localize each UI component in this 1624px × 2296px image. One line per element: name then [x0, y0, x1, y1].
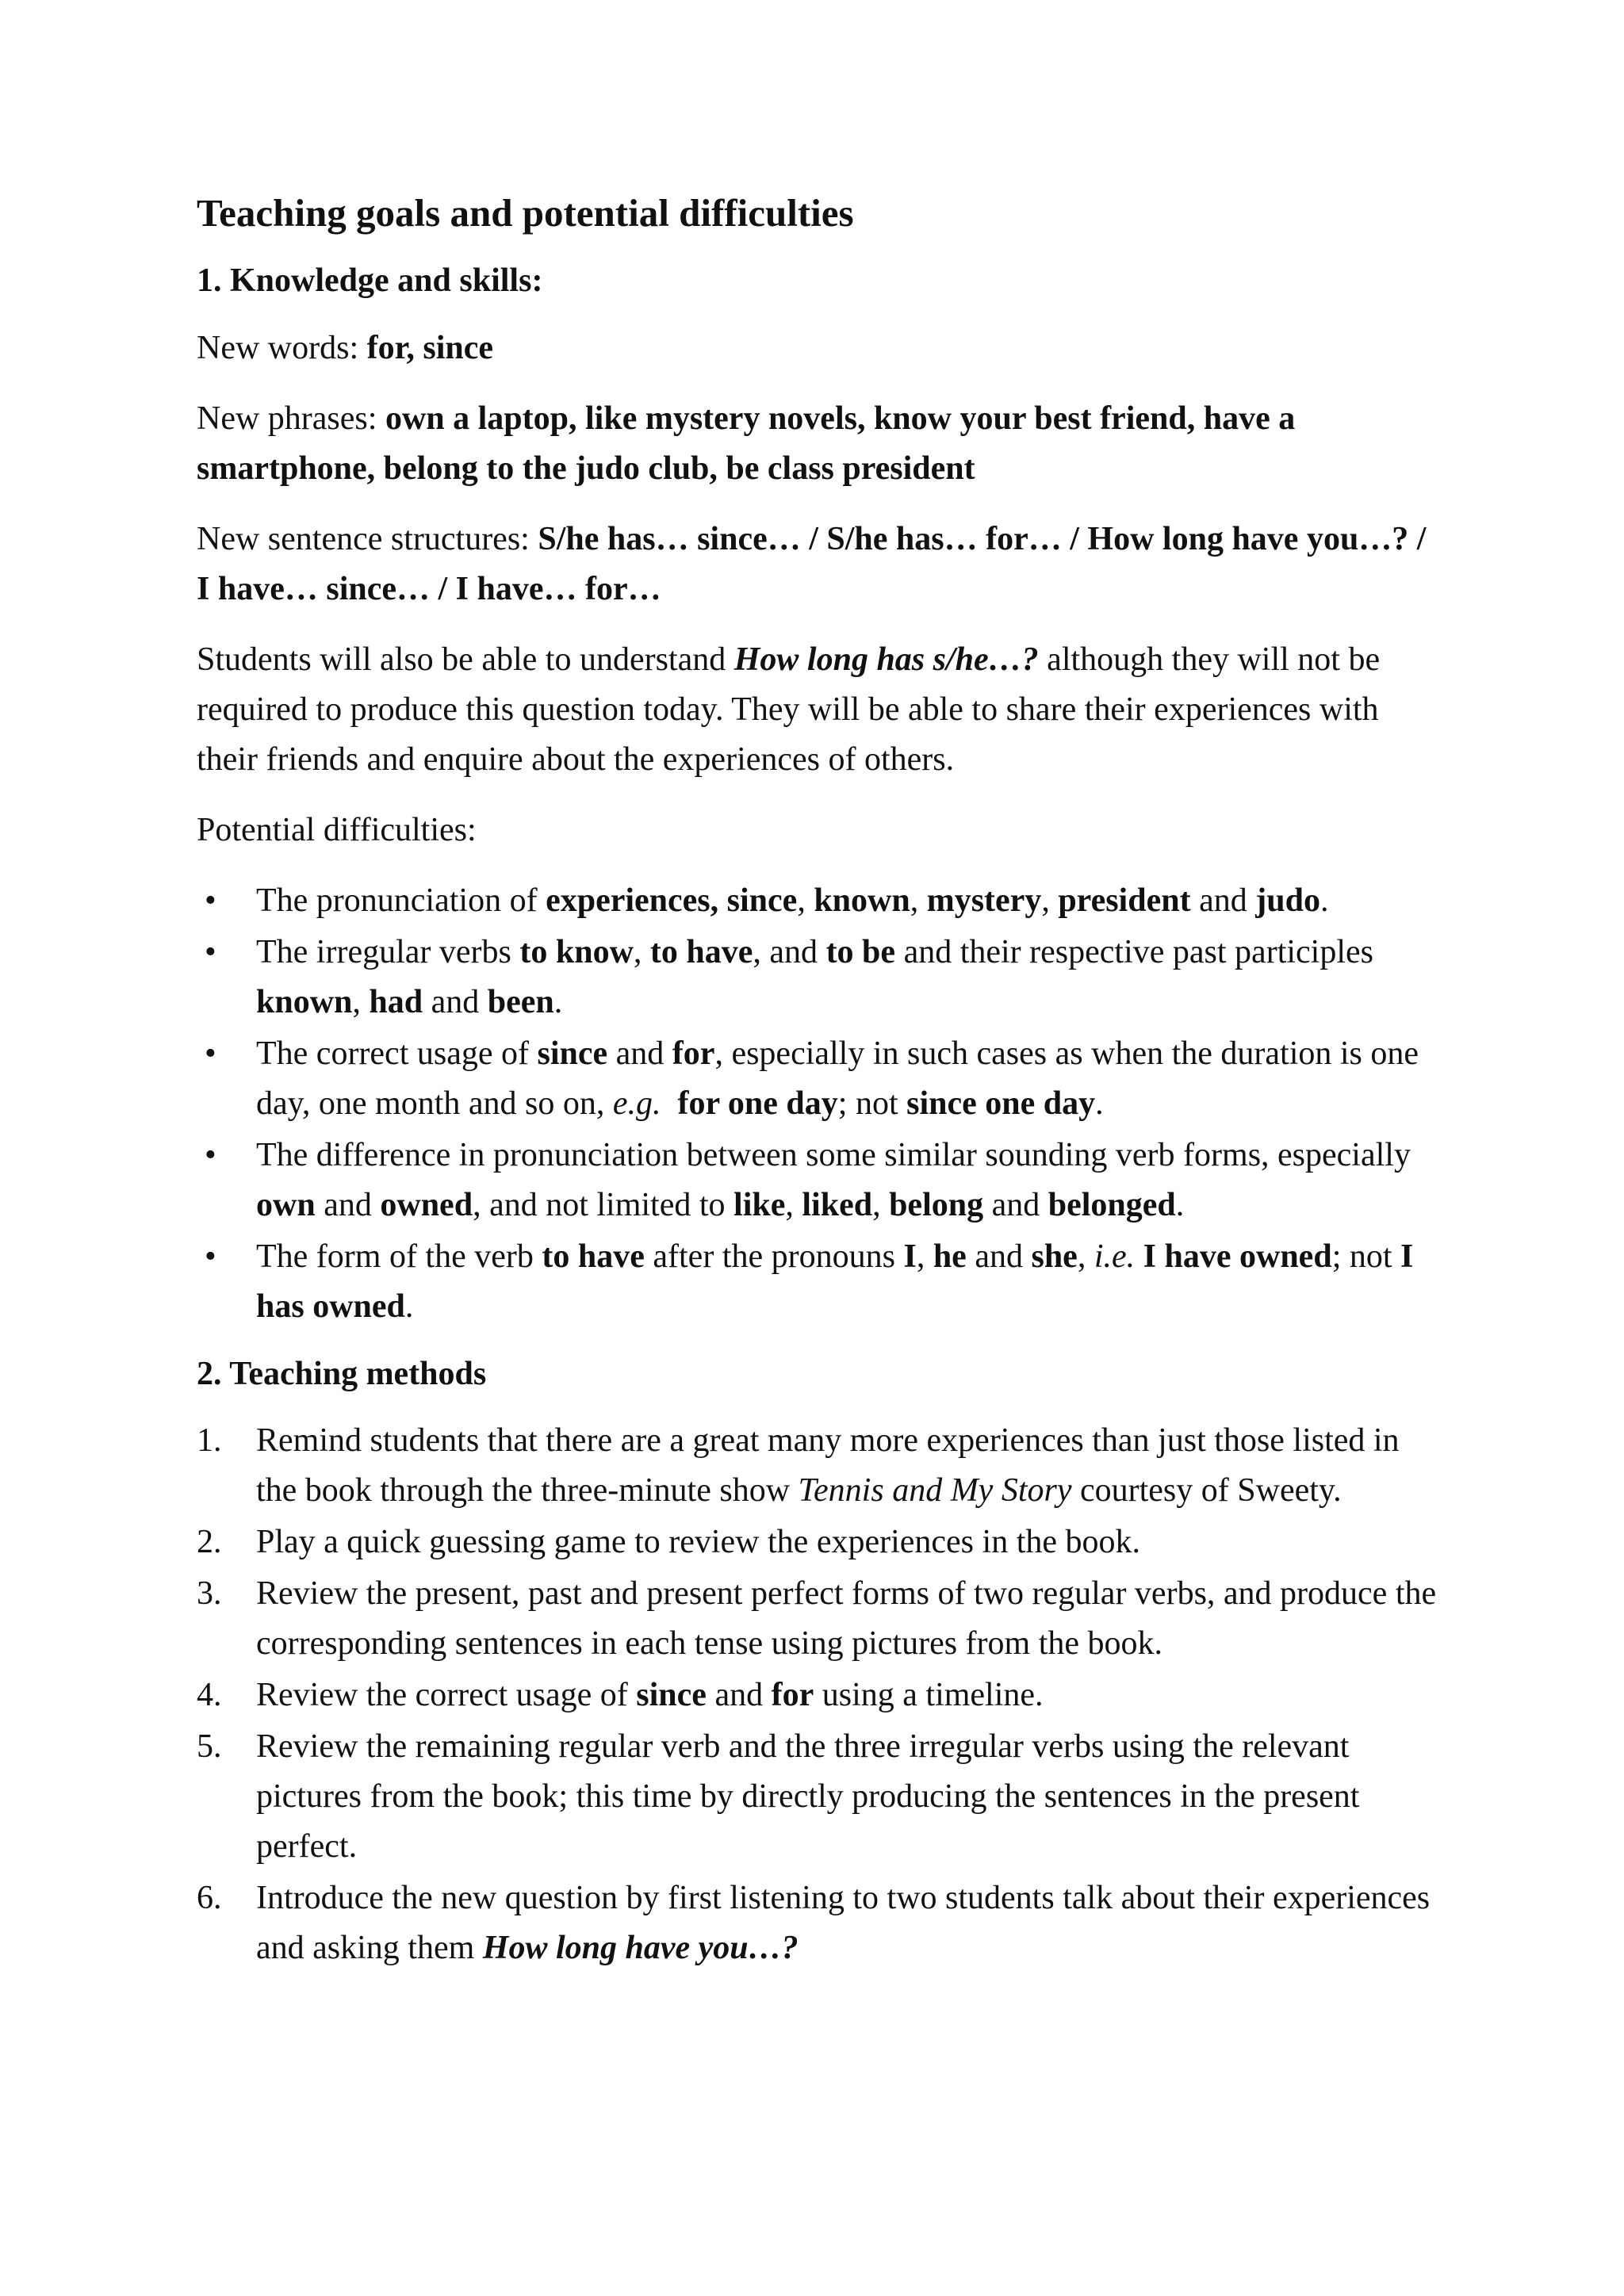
- bold-term: belong: [889, 1186, 984, 1223]
- bold-term: I: [903, 1238, 917, 1275]
- list-text: ,: [785, 1186, 802, 1223]
- teaching-methods-list: [197, 1416, 1442, 1973]
- list-text: .: [1175, 1186, 1185, 1223]
- bold-term: I has owned: [256, 1238, 1414, 1325]
- bold-term: own: [256, 1186, 316, 1223]
- understanding-question: How long has s/he…?: [733, 641, 1039, 678]
- list-item: [197, 1131, 1442, 1230]
- list-text: ,: [633, 933, 650, 970]
- section-heading-teaching-methods: 2. Teaching methods: [197, 1355, 487, 1392]
- new-words-line: [197, 323, 1442, 373]
- bold-term: owned: [380, 1186, 473, 1223]
- list-number: 3.: [197, 1575, 222, 1613]
- list-item: [197, 1029, 1442, 1129]
- bold-term: belonged: [1048, 1186, 1176, 1223]
- list-text: and: [423, 983, 488, 1020]
- new-phrases-value: own a laptop, like mystery novels, know your best friend, have a smartphone, belong to the judo club, be class president: [197, 400, 1296, 487]
- bold-term: I have owned: [1143, 1238, 1332, 1275]
- new-words-value: for, since: [366, 329, 494, 366]
- list-text: ,: [352, 983, 370, 1020]
- list-text: and: [607, 1035, 672, 1072]
- list-number: 4.: [197, 1677, 222, 1714]
- bold-term: been: [487, 983, 554, 1020]
- italic-term: e.g.: [612, 1085, 661, 1122]
- list-text: [1135, 1238, 1143, 1275]
- list-text: and: [983, 1186, 1048, 1223]
- bold-term: known: [814, 882, 910, 919]
- bold-term: for: [672, 1035, 715, 1072]
- bold-term: president: [1058, 882, 1191, 919]
- list-text: .: [404, 1288, 414, 1325]
- list-number: 6.: [197, 1880, 222, 1917]
- list-text: [661, 1085, 678, 1122]
- list-item: [197, 1670, 1442, 1720]
- bullet-icon: •: [205, 1136, 216, 1173]
- list-text: Review the present, past and present perfect forms of two regular verbs, and produce the corresponding sentences in each tense using pictures from the book.: [256, 1575, 1437, 1663]
- bold-term: to have: [542, 1238, 645, 1275]
- understanding-text-start: Students will also be able to understand: [197, 641, 734, 678]
- list-text: , and: [753, 933, 826, 970]
- bullet-icon: •: [205, 933, 216, 970]
- list-number: 5.: [197, 1728, 222, 1766]
- bold-term: judo: [1255, 882, 1320, 919]
- bold-term: to be: [825, 933, 896, 970]
- list-item: [197, 1232, 1442, 1332]
- list-number: 1.: [197, 1422, 222, 1460]
- list-text: The irregular verbs: [256, 933, 520, 970]
- potential-difficulties-label: Potential difficulties:: [197, 811, 477, 848]
- list-text: Review the correct usage of: [256, 1677, 637, 1714]
- understanding-text-end: although they will not be required to produce this question today. They will be able to share their experiences with their friends and enquire about the experiences of others.: [197, 641, 1381, 778]
- bold-term: since: [537, 1035, 608, 1072]
- bold-term: liked: [802, 1186, 873, 1223]
- bullet-icon: •: [205, 1035, 216, 1072]
- bold-term: mystery: [926, 882, 1042, 919]
- bold-term: known: [256, 983, 353, 1020]
- list-text: ,: [872, 1186, 890, 1223]
- new-phrases-label: New phrases:: [197, 400, 385, 437]
- understanding-paragraph: [197, 635, 1442, 785]
- list-item: [197, 1569, 1442, 1669]
- list-number: 2.: [197, 1524, 222, 1561]
- bold-term: she: [1031, 1238, 1078, 1275]
- bold-term: to have: [649, 933, 753, 970]
- new-phrases-line: [197, 394, 1442, 494]
- section-heading-knowledge-skills: 1. Knowledge and skills:: [197, 262, 543, 300]
- bold-term: since: [636, 1677, 707, 1714]
- list-text: The difference in pronunciation between some similar sounding verb forms, especially: [256, 1136, 1411, 1173]
- list-text: after the pronouns: [644, 1238, 904, 1275]
- list-text: .: [1320, 882, 1329, 919]
- list-text: Review the remaining regular verb and the three irregular verbs using the relevant pictures from the book; this time by directly producing the sentences in the present perfect.: [256, 1728, 1360, 1866]
- list-text: The form of the verb: [256, 1238, 542, 1275]
- new-words-label: New words:: [197, 329, 367, 366]
- list-item: [197, 928, 1442, 1027]
- list-text: The pronunciation of: [256, 882, 546, 919]
- document-content: [197, 189, 1442, 1994]
- bold-term: had: [369, 983, 423, 1020]
- list-text: ,: [916, 1238, 933, 1275]
- list-text: ,: [797, 882, 814, 919]
- difficulties-list: [197, 876, 1442, 1332]
- new-structures-value: S/he has… since… / S/he has… for… / How long have you…? / I have… since… / I have… for…: [197, 520, 1427, 607]
- list-text: ,: [910, 882, 927, 919]
- bold-term: experiences, since: [546, 882, 798, 919]
- page-title: Teaching goals and potential difficulties: [197, 191, 854, 235]
- list-text: , and not limited to: [473, 1186, 734, 1223]
- list-text: The correct usage of: [256, 1035, 538, 1072]
- list-item: [197, 1416, 1442, 1516]
- list-text: , especially in such cases as when the duration is one day, one month and so on,: [256, 1035, 1419, 1122]
- list-text: and: [706, 1677, 772, 1714]
- italic-term: i.e.: [1094, 1238, 1136, 1275]
- list-text: ; not: [1331, 1238, 1401, 1275]
- list-text: ,: [1077, 1238, 1094, 1275]
- list-text: and: [315, 1186, 381, 1223]
- new-structures-label: New sentence structures:: [197, 520, 538, 557]
- bullet-icon: •: [205, 882, 216, 919]
- bold-term: to know: [519, 933, 634, 970]
- list-text: ; not: [837, 1085, 907, 1122]
- list-text: and: [966, 1238, 1032, 1275]
- bold-term: since one day: [906, 1085, 1096, 1122]
- list-item: [197, 1517, 1442, 1567]
- bold-term: he: [933, 1238, 967, 1275]
- bullet-icon: •: [205, 1238, 216, 1275]
- list-text: Introduce the new question by first listening to two students talk about their experiences and asking them: [256, 1880, 1431, 1967]
- list-text: courtesy of Sweety.: [1071, 1472, 1342, 1510]
- italic-term: Tennis and My Story: [798, 1472, 1072, 1510]
- list-item: [197, 1722, 1442, 1872]
- new-structures-line: [197, 515, 1442, 614]
- list-text: and: [1190, 882, 1256, 919]
- list-text: using a timeline.: [814, 1677, 1044, 1714]
- list-text: Play a quick guessing game to review the experiences in the book.: [256, 1524, 1141, 1561]
- list-item: [197, 876, 1442, 926]
- bold-term: like: [733, 1186, 786, 1223]
- bold-term: for one day: [677, 1085, 838, 1122]
- list-text: Remind students that there are a great many more experiences than just those listed in the book through the three-minute show: [256, 1422, 1400, 1510]
- list-item: [197, 1873, 1442, 1973]
- list-text: .: [553, 983, 563, 1020]
- list-text: .: [1095, 1085, 1104, 1122]
- list-text: and their respective past participles: [895, 933, 1373, 970]
- bold-term: for: [771, 1677, 814, 1714]
- bold-italic-term: How long have you…?: [482, 1930, 799, 1967]
- list-text: ,: [1041, 882, 1059, 919]
